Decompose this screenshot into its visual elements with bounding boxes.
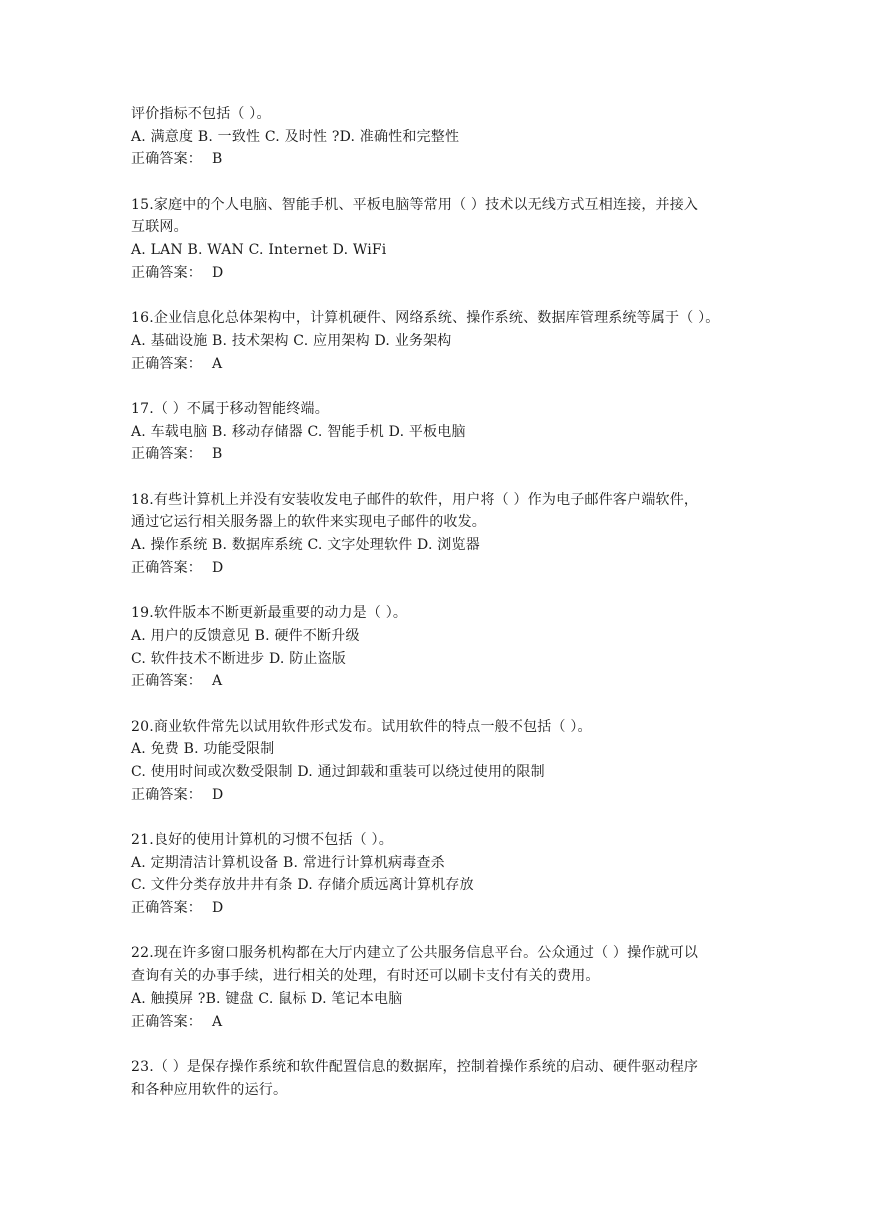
question-block (131, 194, 751, 285)
question-block (131, 829, 751, 920)
correct-answer-label: 正确答案： (131, 1013, 202, 1030)
question-spacer (131, 1033, 751, 1056)
question-spacer (131, 285, 751, 308)
correct-answer-label: 正确答案： (131, 355, 202, 372)
correct-answer-line (131, 148, 751, 171)
correct-answer-value: D (212, 786, 224, 803)
answer-options-line: A. 免费 B. 功能受限制 (131, 741, 275, 758)
question-stem-line: 16.企业信息化总体架构中，计算机硬件、网络系统、操作系统、数据库管理系统等属于（ ）。 (131, 310, 720, 327)
question-spacer (131, 920, 751, 943)
question-block (131, 602, 751, 693)
correct-answer-label: 正确答案： (131, 673, 202, 690)
correct-answer-value: A (212, 673, 223, 690)
document-page (131, 103, 751, 1101)
correct-answer-line (131, 670, 751, 693)
answer-options-line: A. 用户的反馈意见 B. 硬件不断升级 (131, 627, 360, 644)
correct-answer-line (131, 784, 751, 807)
answer-options-line: A. 触摸屏 ?B. 键盘 C. 鼠标 D. 笔记本电脑 (131, 990, 403, 1007)
answer-options-line: A. 基础设施 B. 技术架构 C. 应用架构 D. 业务架构 (131, 332, 452, 349)
question-stem-line: 19.软件版本不断更新最重要的动力是（ ）。 (131, 605, 408, 622)
question-spacer (131, 375, 751, 398)
question-block (131, 942, 751, 1033)
question-stem-line: 和各种应用软件的运行。 (131, 1081, 288, 1098)
question-block (131, 1056, 751, 1101)
question-stem-line: 20.商业软件常先以试用软件形式发布。试用软件的特点一般不包括（ ）。 (131, 718, 592, 735)
correct-answer-value: D (212, 559, 224, 576)
question-block (131, 398, 751, 466)
question-stem-line: 23.（ ）是保存操作系统和软件配置信息的数据库，控制着操作系统的启动、硬件驱动程序 (131, 1058, 699, 1075)
correct-answer-line (131, 443, 751, 466)
answer-options-line: A. 操作系统 B. 数据库系统 C. 文字处理软件 D. 浏览器 (131, 537, 480, 554)
correct-answer-value: D (212, 900, 224, 917)
question-spacer (131, 171, 751, 194)
correct-answer-label: 正确答案： (131, 264, 202, 281)
question-spacer (131, 466, 751, 489)
correct-answer-value: A (212, 355, 223, 372)
correct-answer-label: 正确答案： (131, 151, 202, 168)
correct-answer-line (131, 897, 751, 920)
correct-answer-line (131, 353, 751, 376)
question-stem-line: 15.家庭中的个人电脑、智能手机、平板电脑等常用（ ）技术以无线方式互相连接，并接入 (131, 196, 699, 213)
correct-answer-line (131, 1011, 751, 1034)
question-stem-line: 通过它运行相关服务器上的软件来实现电子邮件的收发。 (131, 514, 486, 531)
question-spacer (131, 579, 751, 602)
answer-options-line: A. 定期清洁计算机设备 B. 常进行计算机病毒查杀 (131, 854, 445, 871)
question-stem-line: 21.良好的使用计算机的习惯不包括（ ）。 (131, 832, 393, 848)
question-stem-line: 18.有些计算机上并没有安装收发电子邮件的软件，用户将（ ）作为电子邮件客户端软件， (131, 491, 699, 508)
correct-answer-value: B (212, 446, 223, 463)
question-stem-line: 17.（ ）不属于移动智能终端。 (131, 400, 329, 417)
correct-answer-value: A (212, 1013, 223, 1030)
correct-answer-value: D (212, 264, 224, 281)
correct-answer-label: 正确答案： (131, 559, 202, 576)
correct-answer-label: 正确答案： (131, 446, 202, 463)
question-block (131, 489, 751, 580)
correct-answer-line (131, 557, 751, 580)
answer-options-line: A. 满意度 B. 一致性 C. 及时性 ?D. 准确性和完整性 (131, 128, 460, 145)
answer-options-line: A. LAN B. WAN C. Internet D. WiFi (131, 242, 387, 259)
question-stem-line: 互联网。 (131, 219, 188, 236)
answer-options-line: C. 使用时间或次数受限制 D. 通过卸载和重装可以绕过使用的限制 (131, 763, 545, 780)
correct-answer-value: B (212, 151, 223, 168)
answer-options-line: C. 软件技术不断进步 D. 防止盗版 (131, 650, 346, 667)
question-stem-line: 查询有关的办事手续，进行相关的处理，有时还可以刷卡支付有关的费用。 (131, 968, 600, 985)
question-stem-line: 评价指标不包括（ ）。 (131, 106, 271, 122)
correct-answer-line (131, 262, 751, 285)
answer-options-line: A. 车载电脑 B. 移动存储器 C. 智能手机 D. 平板电脑 (131, 423, 466, 440)
question-block (131, 716, 751, 807)
correct-answer-label: 正确答案： (131, 900, 202, 917)
question-stem-line: 22.现在许多窗口服务机构都在大厅内建立了公共服务信息平台。公众通过（ ）操作就可以 (131, 945, 699, 962)
question-block (131, 103, 751, 171)
question-block (131, 307, 751, 375)
question-spacer (131, 806, 751, 829)
answer-options-line: C. 文件分类存放井井有条 D. 存储介质远离计算机存放 (131, 877, 474, 894)
correct-answer-label: 正确答案： (131, 786, 202, 803)
question-spacer (131, 693, 751, 716)
